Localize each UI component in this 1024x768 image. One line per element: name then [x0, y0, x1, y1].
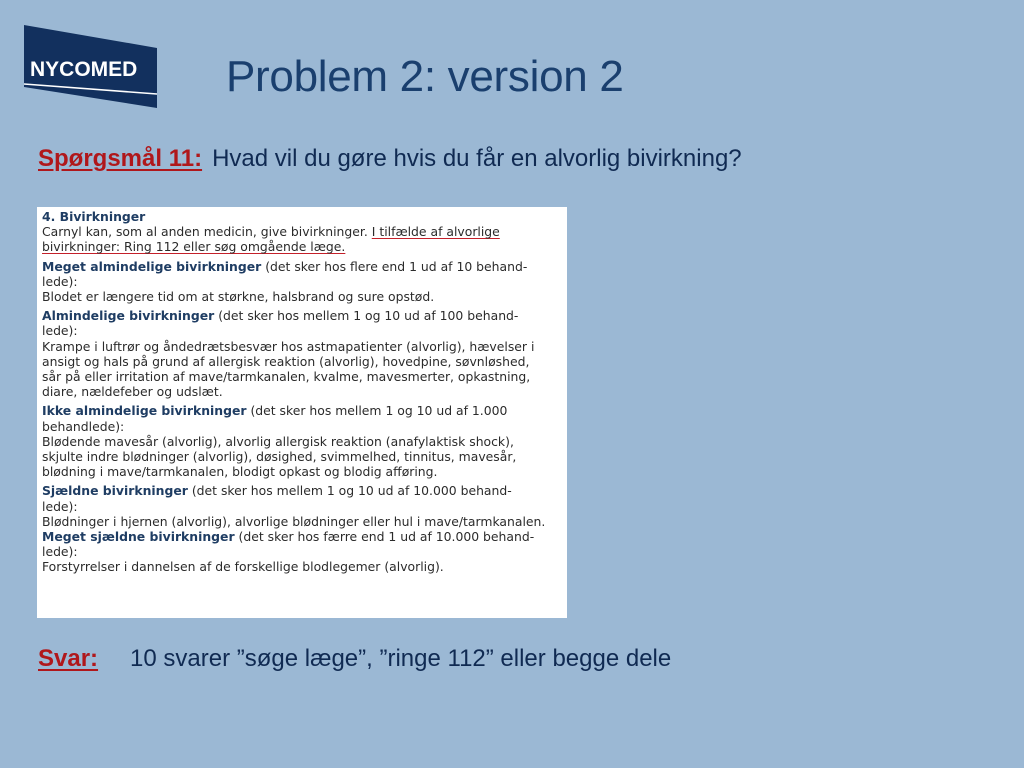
section-line: blødning i mave/tarmkanalen, blodigt opkast og blodig afføring.: [42, 464, 438, 480]
section-heading: Meget almindelige bivirkninger: [42, 258, 262, 274]
leaflet-intro-line-1: [42, 224, 561, 239]
nycomed-logo-graphic: [24, 25, 157, 108]
section-frequency: (det sker hos mellem 1 og 10 ud af 100 behand-: [218, 308, 519, 324]
section-very-rare-header: [42, 529, 561, 544]
section-frequency-cont: lede):: [42, 323, 78, 339]
section-heading: Almindelige bivirkninger: [42, 308, 215, 324]
section-line: Krampe i luftrør og åndedrætsbesvær hos astmapatienter (alvorlig), hævelser i: [42, 338, 535, 354]
leaflet-intro-underlined-1: I tilfælde af alvorlige: [371, 224, 500, 240]
section-heading: Meget sjældne bivirkninger: [42, 529, 235, 545]
leaflet-excerpt: [37, 207, 567, 618]
leaflet-intro-plain: Carnyl kan, som al anden medicin, give bivirkninger.: [42, 224, 368, 240]
slide-title: Problem 2: version 2: [226, 52, 624, 101]
section-line: skjulte indre blødninger (alvorlig), døsighed, svimmelhed, tinnitus, mavesår,: [42, 449, 517, 465]
section-line: Blødende mavesår (alvorlig), alvorlig allergisk reaktion (anafylaktisk shock),: [42, 433, 514, 449]
section-line: diare, nældefeber og udslæt.: [42, 384, 223, 400]
section-heading: Sjældne bivirkninger: [42, 483, 188, 499]
section-frequency-cont: lede):: [42, 544, 78, 560]
section-frequency-cont: lede):: [42, 273, 78, 289]
question-text: Hvad vil du gøre hvis du får en alvorlig bivirkning?: [212, 145, 742, 172]
section-heading: Ikke almindelige bivirkninger: [42, 403, 247, 419]
answer-text: 10 svarer ”søge læge”, ”ringe 112” eller begge dele: [130, 645, 672, 672]
section-frequency: (det sker hos flere end 1 ud af 10 behand-: [265, 258, 528, 274]
section-line: sår på eller irritation af mave/tarmkanalen, kvalme, mavesmerter, opkastning,: [42, 369, 531, 385]
section-rare-header: [42, 483, 561, 498]
section-frequency: (det sker hos mellem 1 og 10 ud af 1.000: [250, 403, 508, 419]
leaflet-heading: 4. Bivirkninger: [42, 209, 146, 224]
leaflet-intro-underlined-2: bivirkninger: Ring 112 eller søg omgående læge.: [42, 239, 346, 255]
section-line: Blødninger i hjernen (alvorlig), alvorlige blødninger eller hul i mave/tarmkanalen.: [42, 513, 546, 529]
section-frequency-cont: behandlede):: [42, 418, 125, 434]
logo-text: NYCOMED: [30, 58, 138, 81]
nycomed-logo: [24, 25, 157, 108]
section-frequency: (det sker hos færre end 1 ud af 10.000 behand-: [238, 529, 535, 545]
section-line: Forstyrrelser i dannelsen af de forskellige blodlegemer (alvorlig).: [42, 559, 444, 575]
section-line: Blodet er længere tid om at størkne, halsbrand og sure opstød.: [42, 289, 435, 305]
question-line: [38, 145, 742, 173]
question-label: Spørgsmål 11:: [38, 145, 203, 172]
answer-label: Svar:: [38, 645, 99, 672]
section-uncommon-header: [42, 403, 561, 418]
section-frequency: (det sker hos mellem 1 og 10 ud af 10.000 behand-: [191, 483, 512, 499]
section-common-header: [42, 308, 561, 323]
section-very-common-header: [42, 259, 561, 274]
leaflet-intro-line-2: [42, 239, 561, 254]
section-frequency-cont: lede):: [42, 498, 78, 514]
answer-line: [38, 645, 671, 673]
section-line: ansigt og hals på grund af allergisk reaktion (alvorlig), hovedpine, søvnløshed,: [42, 353, 530, 369]
